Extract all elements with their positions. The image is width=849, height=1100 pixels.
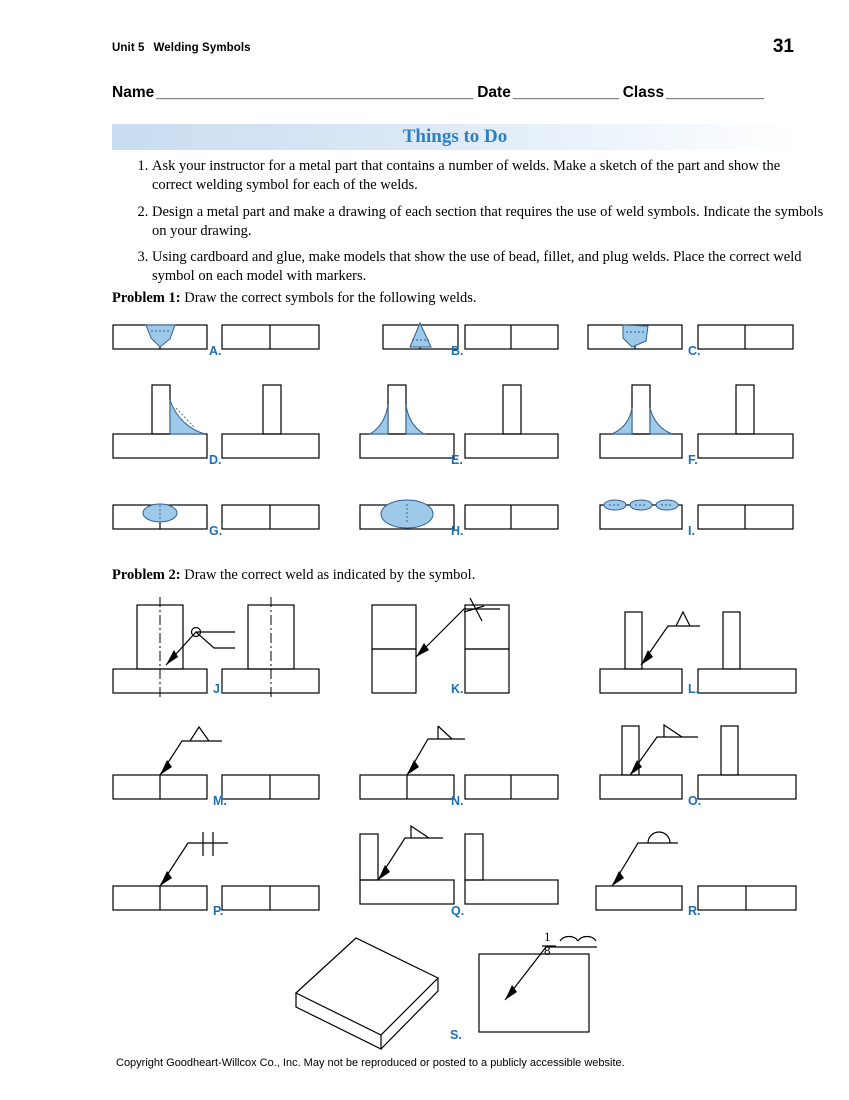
problem-2-text: Draw the correct weld as indicated by the symbol.	[180, 567, 476, 583]
figure-label-o: O.	[688, 794, 702, 808]
figure-label-a: A.	[209, 344, 222, 358]
figure-label-l: L.	[688, 682, 700, 696]
problem-1-text: Draw the correct symbols for the following welds.	[180, 290, 477, 306]
figure-label-j: J.	[213, 682, 224, 696]
name-blank[interactable]: _______________________________________	[156, 84, 473, 101]
class-blank[interactable]: ____________	[666, 84, 764, 101]
problem-1-label: Problem 1:	[112, 290, 181, 306]
copyright-notice: Copyright Goodheart-Willcox Co., Inc. May not be reproduced or posted to a publicly accessible website.	[116, 1057, 625, 1069]
dimension-fraction	[544, 930, 551, 957]
figure-label-r: R.	[688, 904, 701, 918]
section-title: Things to Do	[402, 126, 508, 147]
fraction-numerator: 1	[544, 929, 551, 944]
list-item: 2. Design a metal part and make a drawing of each section that requires the use of weld symbols. Indicate the symbols on your drawing.	[152, 203, 824, 242]
figure-label-g: G.	[209, 524, 223, 538]
figure-label-k: K.	[451, 682, 464, 696]
page-number: 31	[772, 36, 794, 57]
figure-label-f: F.	[688, 453, 698, 467]
date-blank[interactable]: _____________	[512, 84, 619, 101]
list-item: 1. Ask your instructor for a metal part that contains a number of welds. Make a sketch of the part and show the correct welding symbol for each of the welds.	[152, 157, 824, 196]
unit-number: Unit 5	[112, 42, 145, 54]
figure-label-i: I.	[688, 524, 695, 538]
problem-2-label: Problem 2:	[112, 567, 181, 583]
class-label: Class	[622, 84, 665, 101]
name-label: Name	[112, 84, 155, 101]
figure-label-d: D.	[209, 453, 222, 467]
figure-label-c: C.	[688, 344, 701, 358]
figure-label-n: N.	[451, 794, 464, 808]
figure-label-p: P.	[213, 904, 224, 918]
figure-label-s: S.	[450, 1028, 462, 1042]
figure-label-m: M.	[213, 794, 227, 808]
unit-title: Welding Symbols	[153, 42, 251, 54]
fraction-denominator: 8	[544, 942, 551, 958]
figure-label-q: Q.	[451, 904, 465, 918]
figure-label-b: B.	[451, 344, 464, 358]
list-item: 3. Using cardboard and glue, make models that show the use of bead, fillet, and plug welds. Place the correct weld symbol on each model with markers.	[152, 248, 824, 287]
figure-label-e: E.	[451, 453, 463, 467]
figure-label-h: H.	[451, 524, 464, 538]
date-label: Date	[477, 84, 511, 101]
